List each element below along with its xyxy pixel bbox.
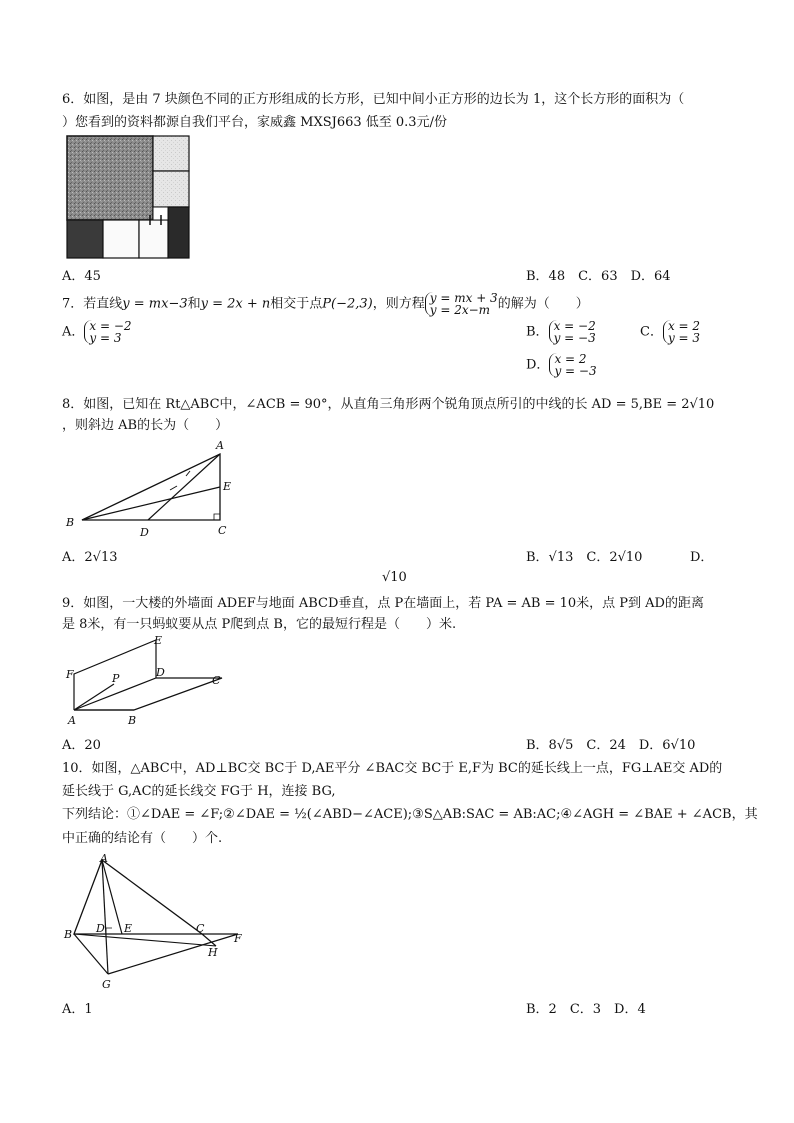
q9-label-d: D: [156, 666, 165, 679]
q7-option-d: D． x = 2 y = −3: [526, 352, 597, 378]
q6-left-bottom-square: [67, 220, 103, 258]
q9-label-b: B: [128, 714, 137, 727]
q10-stem: 10．如图，△ABC中，AD⊥BC交 BC于 D,AE平分 ∠BAC交 BC于 E,F为 BC的延长线上一点，FG⊥AE交 AD的: [62, 761, 723, 776]
q7-option-c: C． x = 2 y = 3: [640, 319, 701, 345]
q8-options-bc: B．√13 C．2√10: [526, 550, 643, 565]
q6-rectangle-figure: [66, 135, 190, 259]
q6-stem: 6．如图，是由 7 块颜色不同的正方形组成的长方形，已知中间小正方形的边长为 1，这个长方形的面积为（: [62, 92, 685, 107]
q8-stem: 8．如图，已知在 Rt△ABC中，∠ACB = 90°，从直角三角形两个锐角顶点所引的中线的长 AD = 5,BE = 2√10: [62, 397, 715, 412]
q7-stem: 7．若直线y = mx−3和y = 2x + n相交于点P(−2,3)，则方程 y = mx + 3 y = 2x−m 的解为（ ）: [62, 291, 589, 317]
q10-label-c: C: [196, 922, 205, 935]
q8-option-a: A．2√13: [62, 550, 118, 565]
q6-options-bcd: B．48 C．63 D．64: [526, 269, 671, 284]
q8-triangle-figure: [62, 436, 242, 540]
q9-options-bcd: B．8√5 C．24 D．6√10: [526, 738, 696, 753]
q10-option-a: A．1: [62, 1002, 93, 1017]
q8-label-d: D: [140, 526, 149, 539]
q9-option-a: A．20: [62, 738, 101, 753]
q10-label-b: B: [64, 928, 73, 941]
q6-right-top-square: [153, 136, 189, 171]
q8-label-a: A: [216, 439, 224, 452]
q9-label-p: P: [112, 672, 120, 685]
q8-option-d-value: √10: [382, 570, 407, 585]
q10-stem-line2: 延长线于 G,AC的延长线交 FG于 H，连接 BG,: [62, 784, 336, 799]
q8-label-e: E: [223, 480, 232, 493]
q7-option-b: B． x = −2 y = −3: [526, 319, 596, 345]
q10-triangle-figure: [62, 850, 262, 994]
q6-option-a: A．45: [62, 269, 101, 284]
q9-label-e: E: [154, 634, 163, 647]
q10-label-a: A: [100, 852, 108, 865]
q10-options-bcd: B．2 C．3 D．4: [526, 1002, 646, 1017]
q6-right-mid-square: [153, 171, 189, 207]
q6-large-square: [67, 136, 153, 220]
q10-label-g: G: [102, 978, 111, 991]
q6-stem-line2: ）您看到的资料都源自我们平台，家威鑫 MXSJ663 低至 0.3元/份: [62, 115, 447, 130]
q10-stem-line4: 中正确的结论有（ ）个.: [62, 831, 223, 846]
q9-label-c: C: [212, 674, 221, 687]
q9-label-f: F: [66, 668, 74, 681]
q9-building-figure: [62, 634, 242, 734]
q6-right-bottom-square: [168, 207, 189, 258]
q6-bottom-mid-square: [103, 220, 139, 258]
q8-option-d-label: D．: [690, 550, 714, 565]
q9-stem-line2: 是 8米，有一只蚂蚁要从点 P爬到点 B，它的最短行程是（ ）米.: [62, 617, 457, 632]
q10-label-e: E: [124, 922, 133, 935]
q8-label-b: B: [66, 516, 75, 529]
q10-stem-line3: 下列结论：①∠DAE = ∠F;②∠DAE = ½(∠ABD−∠ACE);③S△AB:SAC = AB:AC;④∠AGH = ∠BAE + ∠ACB，其: [62, 807, 758, 822]
q7-option-a: A． x = −2 y = 3: [62, 319, 132, 345]
q10-label-f: F: [234, 932, 242, 945]
q9-stem: 9．如图，一大楼的外墙面 ADEF与地面 ABCD垂直，点 P在墙面上，若 PA = AB = 10米，点 P到 AD的距离: [62, 596, 704, 611]
q6-bottom-mid2-square: [139, 220, 168, 258]
q9-label-a: A: [68, 714, 76, 727]
q10-label-h: H: [208, 946, 218, 959]
q8-label-c: C: [218, 524, 227, 537]
q8-stem-line2: ，则斜边 AB的长为（ ）: [62, 418, 229, 433]
q10-label-d: D: [96, 922, 105, 935]
q7-eq1: y = mx + 3: [429, 291, 498, 305]
q7-eq2: y = 2x−m: [429, 303, 491, 317]
